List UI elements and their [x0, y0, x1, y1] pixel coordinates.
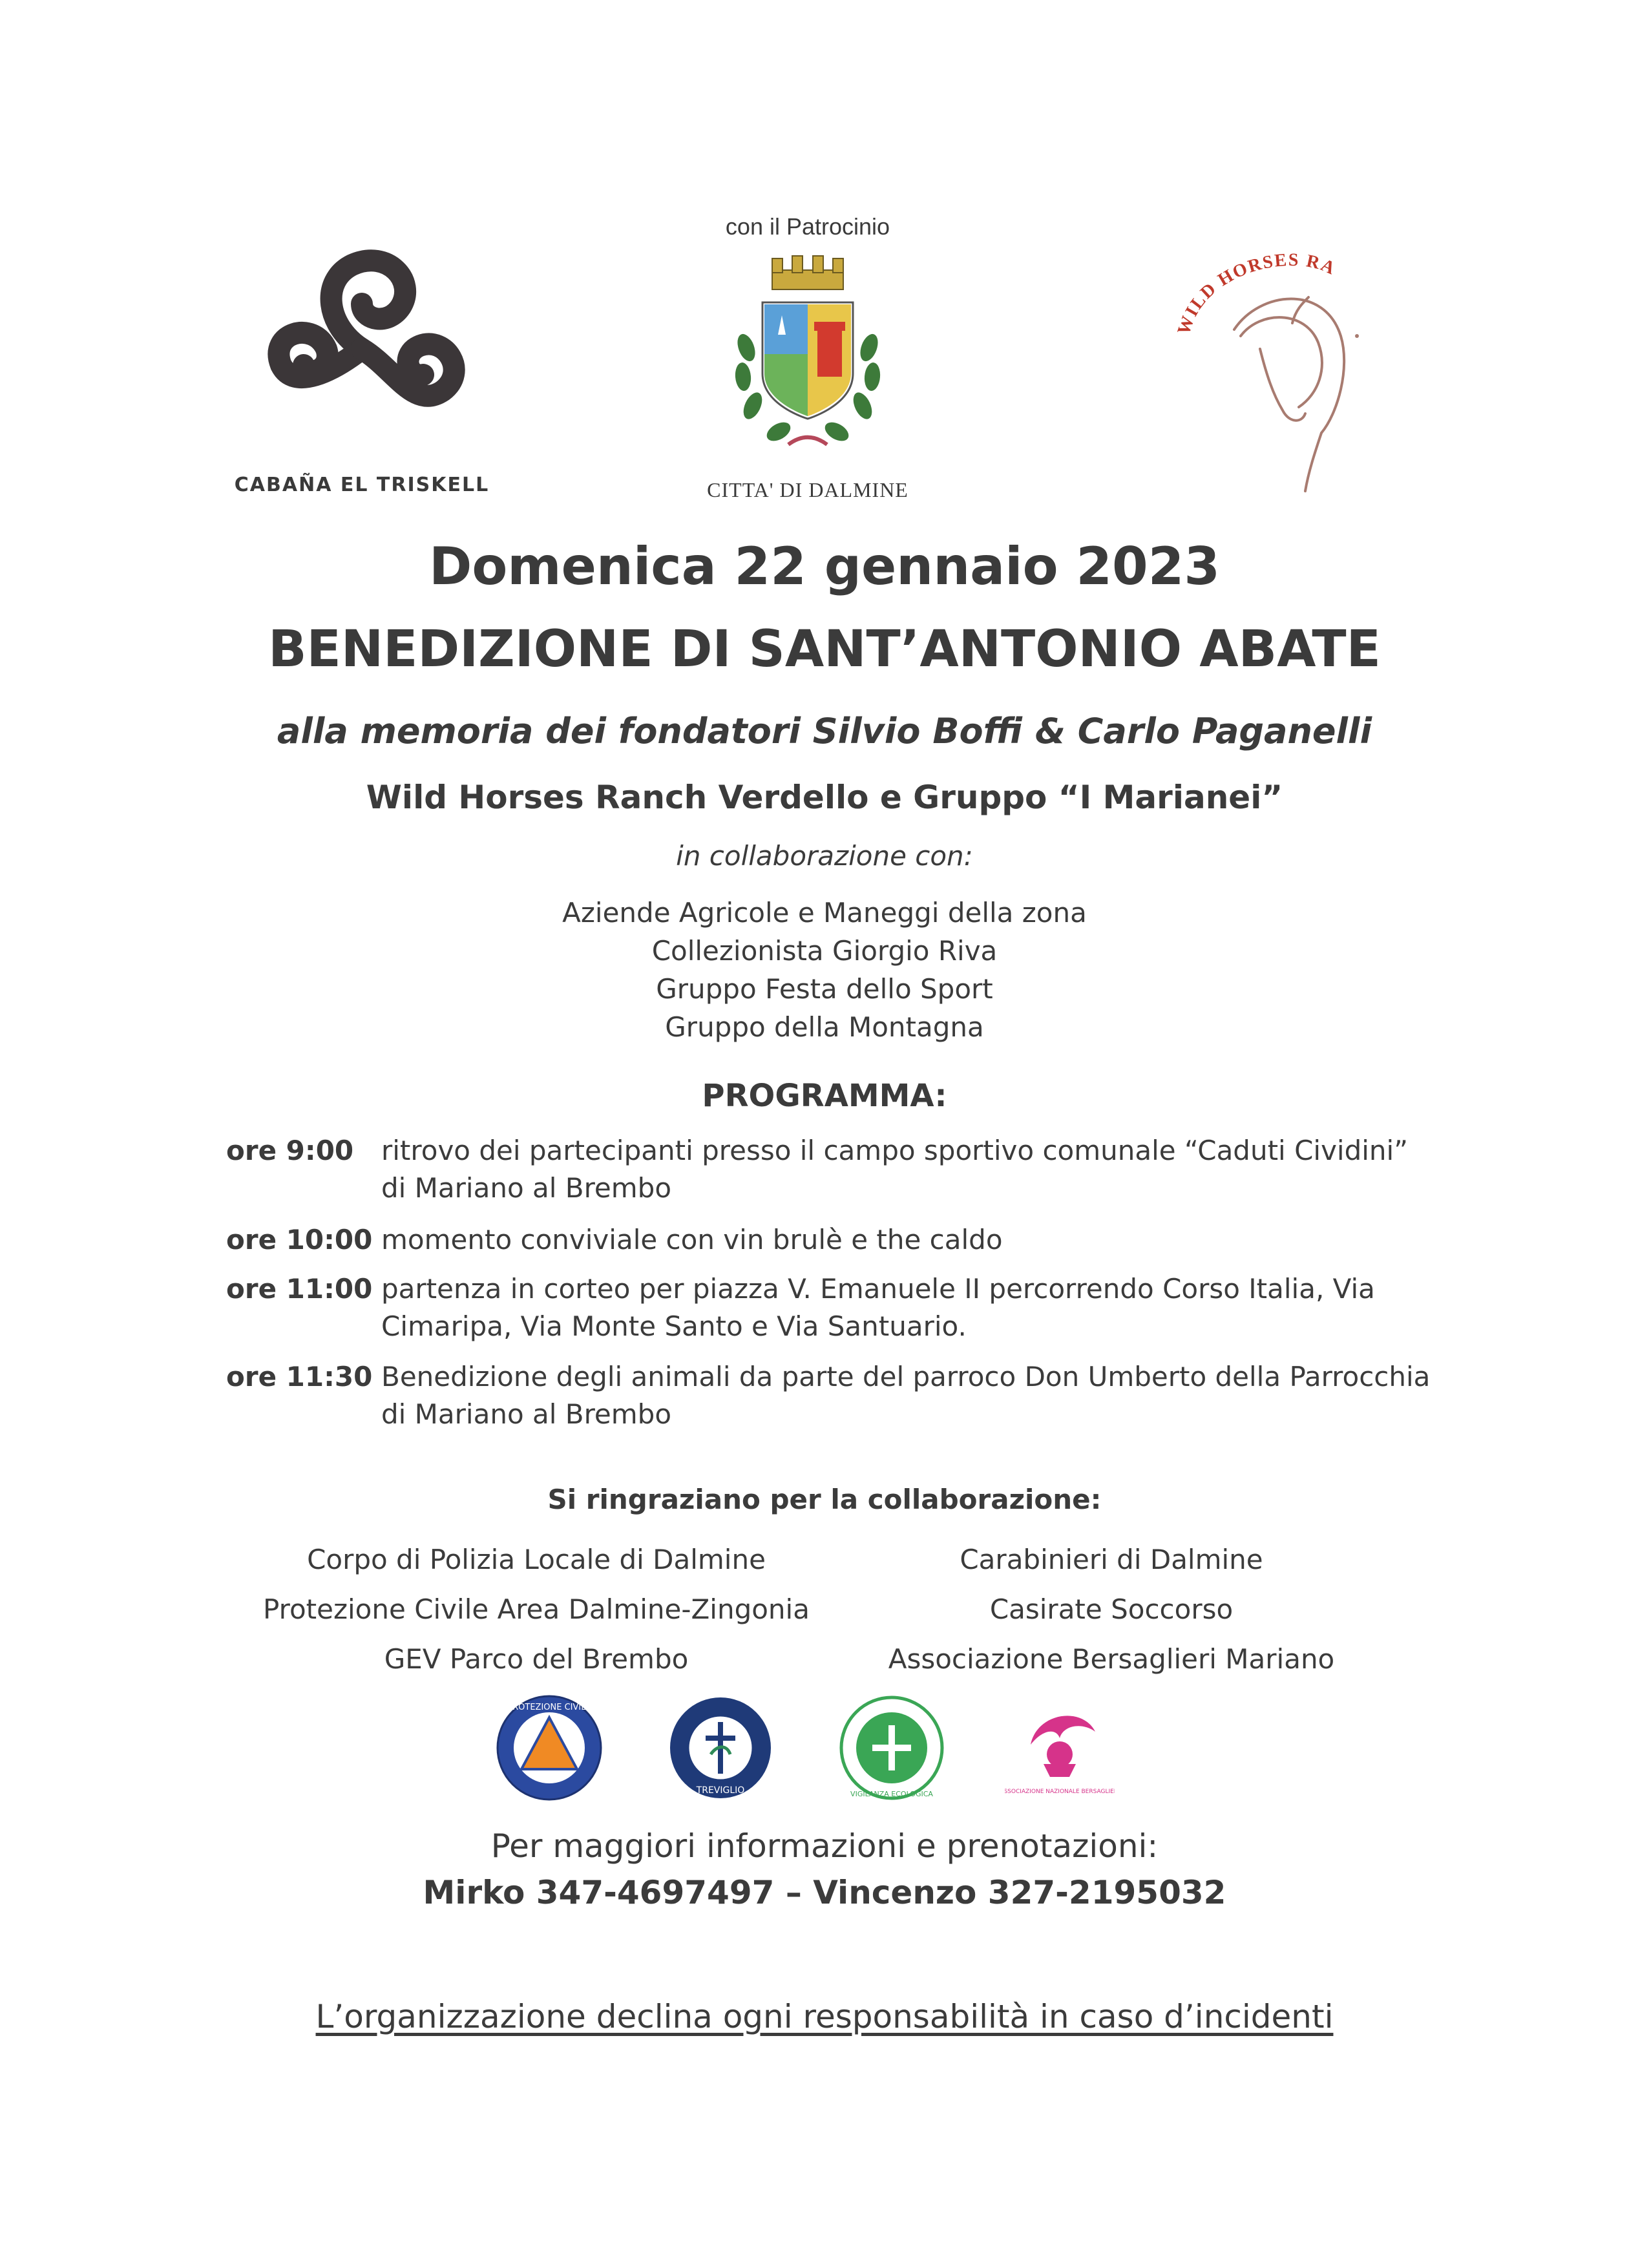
event-date: Domenica 22 gennaio 2023 [428, 536, 1221, 596]
partner-logo-text: PROTEZIONE CIVILE [507, 1703, 591, 1712]
contact-phones: Mirko 347-4697497 – Vincenzo 327-2195032 [423, 1874, 1226, 1911]
thanks-heading: Si ringraziano per la collaborazione: [547, 1484, 1102, 1515]
programma-desc: momento conviviale con vin brulè e the caldo [381, 1224, 1003, 1255]
list-item: Gruppo Festa dello Sport [656, 973, 993, 1005]
programma-time: ore 11:30 [226, 1361, 373, 1392]
programma-time: ore 10:00 [226, 1224, 373, 1255]
event-dedication: alla memoria dei fondatori Silvio Boffi & Carlo Paganelli [277, 711, 1372, 751]
partner-logo-text: TREVIGLIO [696, 1785, 745, 1796]
list-item: Collezionista Giorgio Riva [651, 935, 998, 967]
dalmine-coat-of-arms [672, 213, 943, 517]
list-item: Casirate Soccorso [989, 1593, 1234, 1625]
soccorso-treviglio-logo-icon [666, 1693, 775, 1803]
programma-time: ore 9:00 [226, 1135, 354, 1166]
event-title: BENEDIZIONE DI SANT’ANTONIO ABATE [268, 620, 1381, 678]
partner-logo-text: VIGILANZA ECOLOGICA [850, 1790, 933, 1798]
list-item: Protezione Civile Area Dalmine-Zingonia [263, 1593, 810, 1625]
protezione-civile-logo-icon [494, 1693, 604, 1803]
list-item: Aziende Agricole e Maneggi della zona [562, 897, 1087, 929]
triskell-logo [220, 242, 504, 514]
collaborators-list [0, 894, 1649, 1046]
ranch-logo-text: WILD HORSES RA [1173, 249, 1339, 337]
programma-time: ore 11:00 [226, 1273, 373, 1305]
coat-of-arms-icon [717, 251, 898, 470]
svg-text:WILD HORSES RANCH [1163, 246, 1339, 337]
programma-desc: Benedizione degli animali da parte del parroco Don Umberto della Parrocchia di Mariano al Brembo [381, 1361, 1431, 1430]
vigilanza-ecologica-logo-icon [837, 1693, 947, 1803]
programma-desc: ritrovo dei partecipanti presso il campo sportivo comunale “Caduti Cividini” di Mariano al Brembo [381, 1135, 1408, 1204]
dalmine-logo-text: CITTA' DI DALMINE [707, 478, 909, 501]
programma-desc: partenza in corteo per piazza V. Emanuele II percorrendo Corso Italia, Via Cimaripa, Via Monte Santo e Via Santuario. [381, 1273, 1375, 1342]
collaboration-intro: in collaborazione con: [676, 840, 973, 872]
info-line: Per maggiori informazioni e prenotazioni: [490, 1827, 1159, 1865]
list-item: Gruppo della Montagna [665, 1011, 984, 1043]
triskell-icon [249, 242, 475, 456]
patrocinio-caption: con il Patrocinio [725, 213, 890, 240]
programma-heading: PROGRAMMA: [702, 1078, 947, 1114]
list-item: GEV Parco del Brembo [384, 1643, 689, 1675]
thanks-list-left [213, 1535, 859, 1684]
triskell-logo-text: CABAÑA EL TRISKELL [234, 474, 490, 496]
wild-horses-ranch-logo [1163, 246, 1376, 504]
disclaimer: L’organizzazione declina ogni responsabilità in caso d’incidenti [315, 1998, 1334, 2035]
list-item: Associazione Bersaglieri Mariano [888, 1643, 1335, 1675]
partner-logo-text: ASSOCIAZIONE NAZIONALE BERSAGLIERI [1005, 1789, 1115, 1795]
list-item: Carabinieri di Dalmine [960, 1544, 1263, 1575]
event-organizers: Wild Horses Ranch Verdello e Gruppo “I Marianei” [366, 779, 1283, 816]
thanks-list-right [788, 1535, 1434, 1684]
horse-head-icon [1163, 246, 1376, 504]
list-item: Corpo di Polizia Locale di Dalmine [307, 1544, 766, 1575]
bersaglieri-logo-icon [1005, 1693, 1115, 1803]
